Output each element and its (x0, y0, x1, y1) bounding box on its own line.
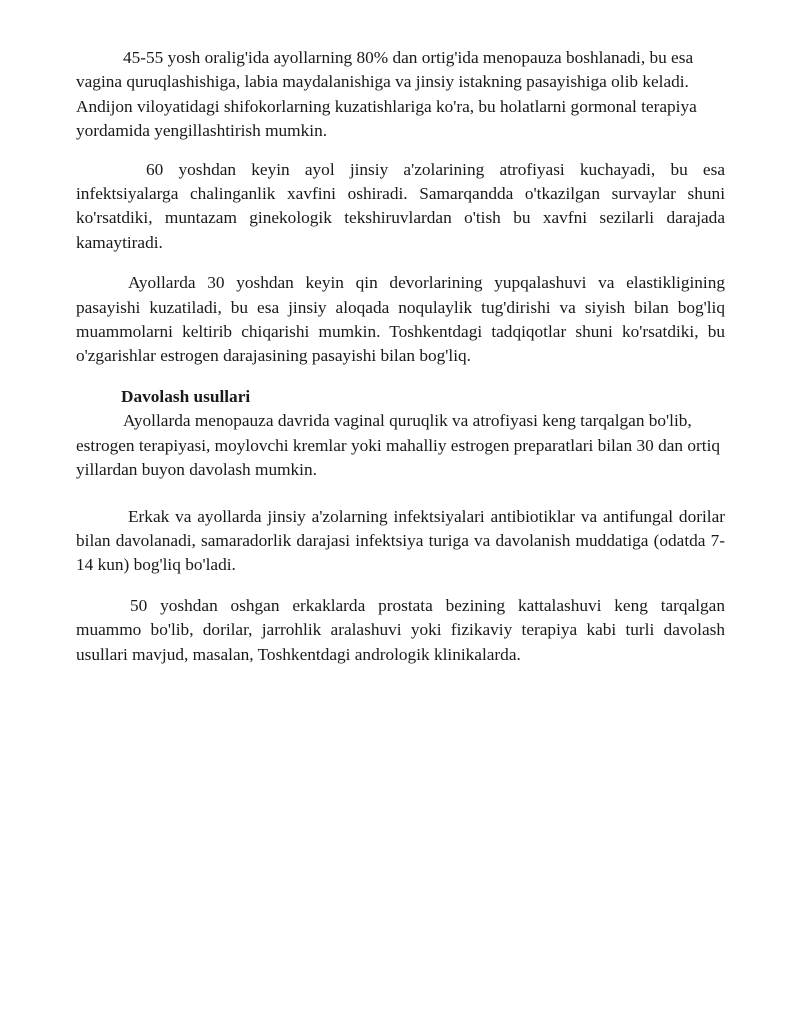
document-body (76, 46, 725, 667)
paragraph-estrogen-therapy: Ayollarda menopauza davrida vaginal quruqlik va atrofiyasi keng tarqalgan bo'lib, estrogen terapiyasi, moylovchi kremlar yoki mahalliy estrogen preparatlari bilan 30 dan ortiq yillardan buyon davolash mumkin. (76, 411, 721, 480)
paragraph-prostate-treatment: 50 yoshdan oshgan erkaklarda prostata bezining kattalashuvi keng tarqalgan muammo bo'lib, dorilar, jarrohlik aralashuvi yoki fizikaviy terapiya kabi turli davolash usullari mavjud, masalan, Toshkentdagi andrologik klinikalarda. (76, 595, 725, 664)
paragraph-infection-treatment: Erkak va ayollarda jinsiy a'zolarning infektsiyalari antibiotiklar va antifungal dorilar bilan davolanadi, samaradorlik darajasi infektsiya turiga va davolanish muddatiga (odatda 7-14 kun) bog'liq bo'ladi. (76, 506, 725, 575)
paragraph-vaginal-wall-thinning: Ayollarda 30 yoshdan keyin qin devorlarining yupqalashuvi va elastikligining pasayishi kuzatiladi, bu esa jinsiy aloqada noqulaylik tug'dirishi va siyish bilan bog'liq muammolarni keltirib chiqarishi mumkin. Toshkentdagi tadqiqotlar shuni ko'rsatdiki, bu o'zgarishlar estrogen darajasining pasayishi bilan bog'liq. (76, 273, 725, 366)
paragraph-atrophy-after-60: 60 yoshdan keyin ayol jinsiy a'zolarining atrofiyasi kuchayadi, bu esa infektsiyalarga chalinganlik xavfini oshiradi. Samarqandda o'tkazilgan survaylar shuni ko'rsatdiki, muntazam ginekologik tekshiruvlardan o'tish bu xavfni sezilarli darajada kamaytiradi. (76, 159, 725, 252)
section-heading-treatment: Davolash usullari (121, 386, 251, 406)
paragraph-menopause-onset: 45-55 yosh oralig'ida ayollarning 80% dan ortig'ida menopauza boshlanadi, bu esa vagina quruqlashishiga, labia maydalanishiga va jinsiy istakning pasayishiga olib keladi. Andijon viloyatidagi shifokorlarning kuzatishlariga ko'ra, bu holatlarni gormonal terapiya yordamida yengillashtirish mumkin. (76, 48, 697, 141)
